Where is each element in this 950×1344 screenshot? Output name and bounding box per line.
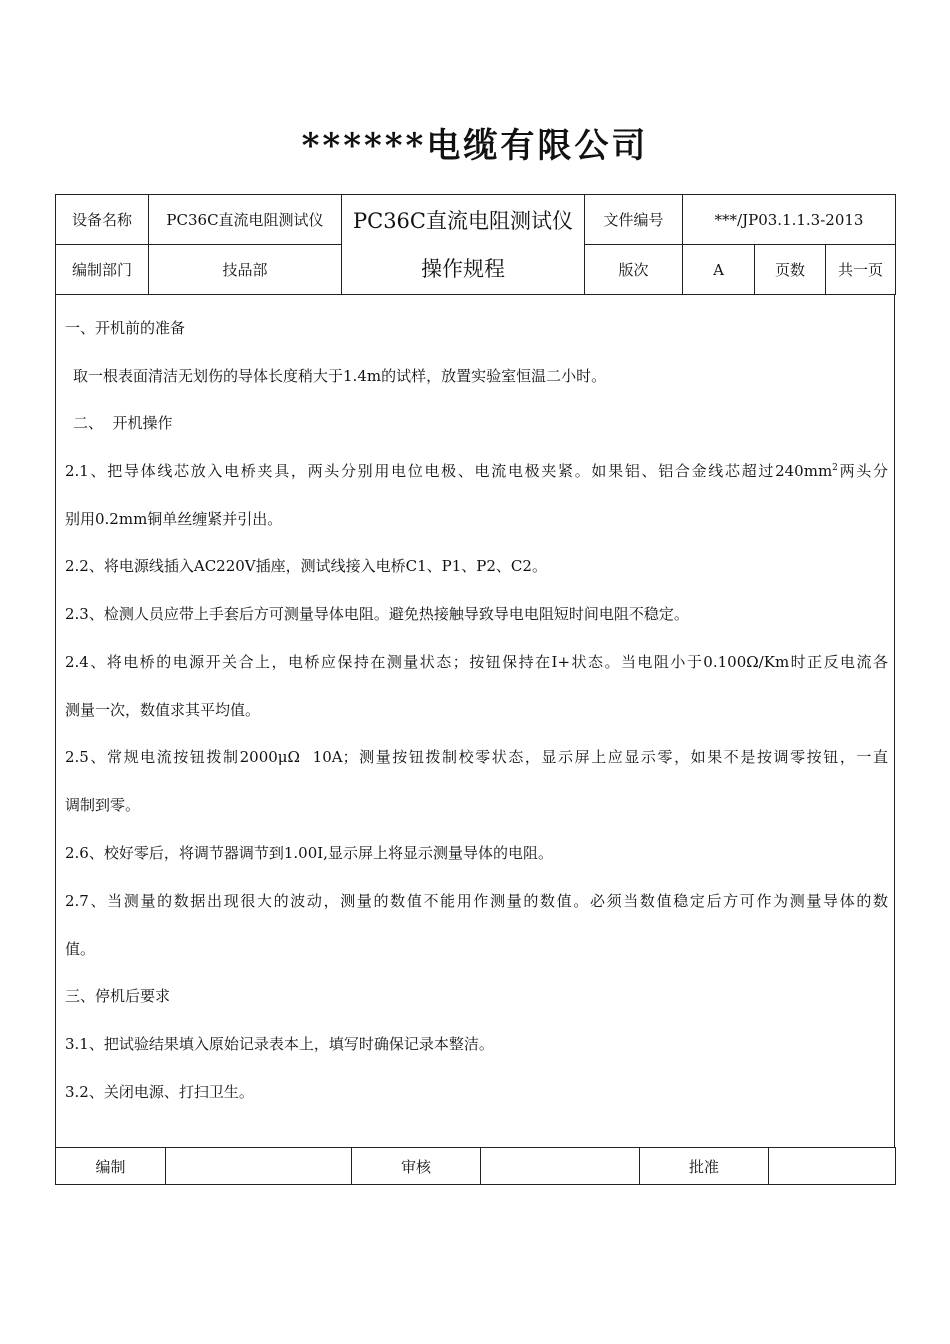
step-2-3: 2.3、检测人员应带上手套后方可测量导体电阻。避免热接触导致导电电阻短时间电阻不稳定。 <box>65 605 689 623</box>
step-3-1: 3.1、把试验结果填入原始记录表本上，填写时确保记录本整洁。 <box>65 1035 494 1053</box>
compiled-by-field[interactable] <box>166 1148 352 1185</box>
version-value: A <box>683 245 755 295</box>
approved-by-field[interactable] <box>769 1148 896 1185</box>
section-1-paragraph: 取一根表面清洁无划伤的导体长度稍大于1.4m的试样，放置实验室恒温二小时。 <box>73 367 607 385</box>
step-2-4-line1: 2.4、将电桥的电源开关合上，电桥应保持在测量状态；按钮保持在I+状态。当电阻小于0.100Ω/Km时正反电流各 <box>65 653 888 671</box>
company-title: ******电缆有限公司 <box>301 126 649 166</box>
step-2-1-line2: 别用0.2mm铜单丝缠紧并引出。 <box>65 510 283 528</box>
pages-value: 共一页 <box>826 245 896 295</box>
signature-table <box>55 1147 896 1185</box>
reviewed-by-label: 审核 <box>352 1148 481 1185</box>
file-no-label: 文件编号 <box>585 195 683 245</box>
step-2-1-text: 2.1、把导体线芯放入电桥夹具，两头分别用电位电极、电流电极夹紧。如果铝、铝合金线芯超过240mm <box>65 462 833 480</box>
step-2-2: 2.2、将电源线插入AC220V插座，测试线接入电桥C1、P1、P2、C2。 <box>65 557 547 575</box>
file-no-value: ***/JP03.1.1.3-2013 <box>683 195 896 245</box>
reviewed-by-field[interactable] <box>481 1148 640 1185</box>
step-2-7-line1: 2.7、当测量的数据出现很大的波动，测量的数值不能用作测量的数值。必须当数值稳定后方可作为测量导体的数 <box>65 892 888 910</box>
device-name-label: 设备名称 <box>56 195 149 245</box>
step-2-6: 2.6、校好零后，将调节器调节到1.00I,显示屏上将显示测量导体的电阻。 <box>65 844 553 862</box>
step-2-1-line1 <box>65 460 888 481</box>
step-2-1-tail: 两头分 <box>837 462 888 480</box>
document-title-line2: 操作规程 <box>421 256 505 281</box>
step-2-4-line2: 测量一次，数值求其平均值。 <box>65 701 261 719</box>
section-2-title: 二、 开机操作 <box>73 414 173 432</box>
header-table <box>55 194 896 295</box>
procedure-body <box>55 295 895 1147</box>
step-2-1-superscript: 2 <box>832 463 838 473</box>
version-label: 版次 <box>585 245 683 295</box>
step-3-2: 3.2、关闭电源、打扫卫生。 <box>65 1083 254 1101</box>
compiled-by-label: 编制 <box>56 1148 166 1185</box>
document-title-line1: PC36C直流电阻测试仪 <box>353 208 573 233</box>
approved-by-label: 批准 <box>640 1148 769 1185</box>
dept-label: 编制部门 <box>56 245 149 295</box>
section-3-title: 三、停机后要求 <box>65 987 171 1005</box>
pages-label: 页数 <box>755 245 826 295</box>
section-1-title: 一、开机前的准备 <box>65 319 186 337</box>
step-2-7-line2: 值。 <box>65 940 96 958</box>
step-2-5-line1: 2.5、常规电流按钮拨制2000μΩ 10A；测量按钮拨制校零状态，显示屏上应显示零，如果不是按调零按钮，一直 <box>65 748 888 766</box>
step-2-5-line2: 调制到零。 <box>65 796 141 814</box>
device-name-value: PC36C直流电阻测试仪 <box>149 195 342 245</box>
dept-value: 技品部 <box>149 245 342 295</box>
document-title <box>342 195 585 295</box>
